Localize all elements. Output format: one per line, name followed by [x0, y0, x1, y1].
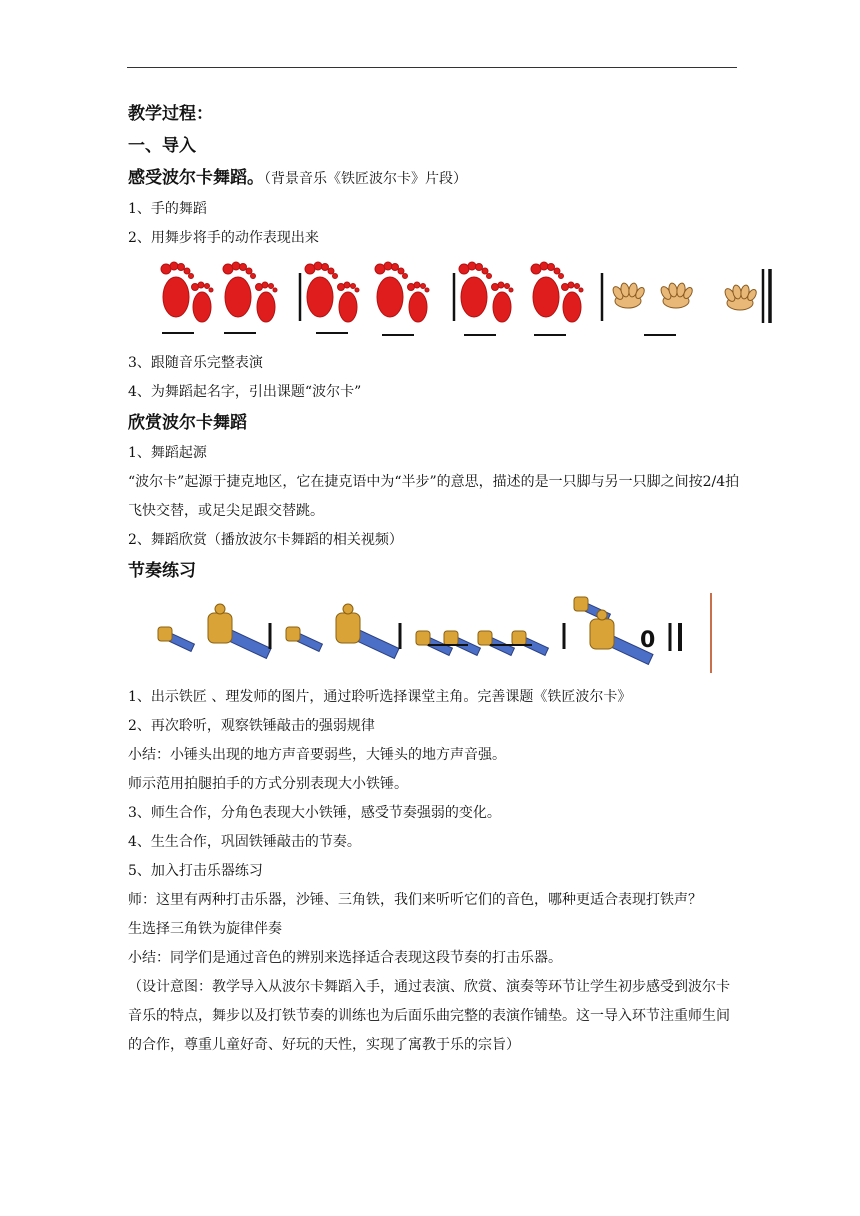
- appreciate-item-1: 1、舞蹈起源: [128, 445, 207, 461]
- rhythm-line-3: 小结：小锤头出现的地方声音要弱些，大锤头的地方声音强。: [128, 747, 506, 763]
- big-foot-icon: [459, 262, 492, 317]
- small-foot-icon: [192, 282, 214, 322]
- rest-symbol: 0: [640, 628, 656, 653]
- intro-heading: 一、导入: [128, 136, 196, 156]
- footstep-rhythm-strip: [136, 255, 776, 341]
- appreciate-heading: 欣赏波尔卡舞蹈: [128, 413, 247, 433]
- rhythm-line-7: 5、加入打击乐器练习: [128, 863, 263, 879]
- small-foot-icon: [256, 282, 278, 322]
- rhythm-line-4: 师示范用拍腿拍手的方式分别表现大小铁锤。: [128, 776, 408, 792]
- teacher-paragraph: 师：这里有两种打击乐器，沙锤、三角铁，我们来听听它们的音色，哪种更适合表现打铁声？: [128, 892, 702, 908]
- header-rule: [127, 67, 737, 68]
- big-hammer-icon: [208, 604, 271, 658]
- big-foot-icon: [161, 262, 194, 317]
- small-hammer-icon: [286, 627, 322, 651]
- small-foot-icon: [562, 282, 584, 322]
- footstep-rhythm-figure: [128, 255, 740, 345]
- rhythm-line-5: 3、师生合作，分角色表现大小铁锤，感受节奏强弱的变化。: [128, 805, 501, 821]
- section-title: 教学过程：: [128, 104, 213, 124]
- big-foot-icon: [531, 262, 564, 317]
- origin-paragraph: “波尔卡”起源于捷克地区，它在捷克语中为“半步”的意思，描述的是一只脚与另一只脚之间按2/4拍飞快交替，或足尖足跟交替跳。: [128, 474, 740, 519]
- rhythm-line-9: 小结：同学们是通过音色的辨别来选择适合表现这段节奏的打击乐器。: [128, 950, 562, 966]
- feel-heading: [128, 162, 740, 195]
- small-foot-icon: [408, 282, 430, 322]
- small-foot-icon: [338, 282, 360, 322]
- clapping-hand-icon: [659, 282, 694, 308]
- design-intent-paragraph: （设计意图：教学导入从波尔卡舞蹈入手，通过表演、欣赏、演奏等环节让学生初步感受到波尔卡音乐的特点，舞步以及打铁节奏的训练也为后面乐曲完整的表演作铺垫。这一导入环节注重师生间的合作，尊重儿童好奇、好玩的天性，实现了寓教于乐的宗旨）: [128, 979, 730, 1053]
- big-foot-icon: [223, 262, 256, 317]
- rhythm-line-1: 1、出示铁匠 、理发师的图片，通过聆听选择课堂主角。完善课题《铁匠波尔卡》: [128, 689, 632, 705]
- document-body: [128, 98, 740, 1060]
- feel-item-4: 4、为舞蹈起名字，引出课题“波尔卡”: [128, 384, 362, 400]
- big-hammer-icon: [336, 604, 399, 658]
- hammer-rhythm-figure: [128, 589, 740, 679]
- rhythm-line-2: 2、再次聆听，观察铁锤敲击的强弱规律: [128, 718, 375, 734]
- big-foot-icon: [305, 262, 338, 317]
- hammer-rhythm-strip: [128, 589, 714, 675]
- rhythm-line-8: 生选择三角铁为旋律伴奏: [128, 921, 282, 937]
- feel-item-2: 2、用舞步将手的动作表现出来: [128, 230, 319, 246]
- rhythm-line-6: 4、生生合作，巩固铁锤敲击的节奏。: [128, 834, 361, 850]
- small-foot-icon: [492, 282, 514, 322]
- small-hammer-icon: [478, 631, 514, 655]
- big-foot-icon: [375, 262, 408, 317]
- rhythm-heading: 节奏练习: [128, 561, 196, 581]
- clapping-hand-icon: [723, 284, 758, 310]
- feel-heading-text: 感受波尔卡舞蹈。: [128, 168, 264, 188]
- feel-heading-note: （背景音乐《铁匠波尔卡》片段）: [264, 171, 467, 187]
- small-hammer-icon: [512, 631, 548, 655]
- small-hammer-icon: [158, 627, 194, 651]
- appreciate-item-2: 2、舞蹈欣赏（播放波尔卡舞蹈的相关视频）: [128, 532, 403, 548]
- feel-item-1: 1、手的舞蹈: [128, 201, 207, 217]
- feel-item-3: 3、跟随音乐完整表演: [128, 355, 263, 371]
- clapping-hand-icon: [611, 282, 646, 308]
